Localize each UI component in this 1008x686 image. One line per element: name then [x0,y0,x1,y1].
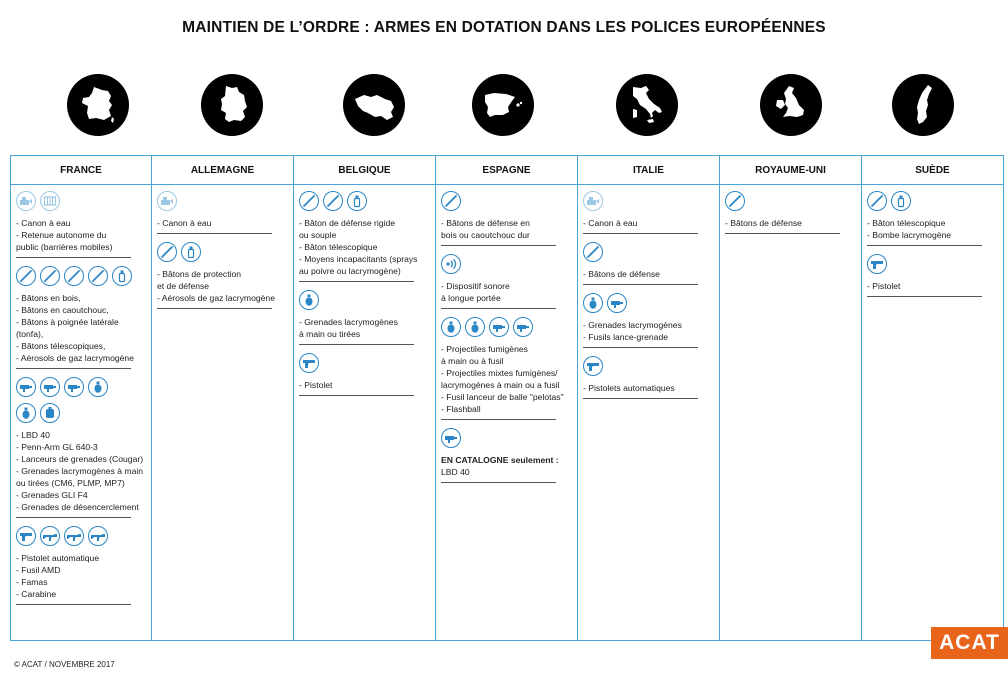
icon-row [157,191,288,211]
divider [299,344,414,345]
list-item: - Projectiles fumigènes [441,344,528,354]
weapon-list [441,217,572,241]
divider [299,281,414,282]
list-item: ou tirées (CM6, PLMP, MP7) [16,478,125,488]
list-item: lacrymogènes à main ou a fusil [441,380,560,390]
divider [16,257,131,258]
list-item: - Bâton de défense rigide [299,218,396,228]
baton-icon [725,191,745,211]
weapon-list [299,316,430,340]
list-item: au poivre ou lacrymogène) [299,266,401,276]
divider [16,368,131,369]
list-item: - Bâton télescopique [299,242,378,252]
list-item: - Moyens incapacitants (sprays [299,254,418,264]
list-item: - Grenades lacrymogènes [583,320,682,330]
rifle-icon [88,526,108,546]
list-item: - Bâtons de défense [583,269,660,279]
list-item: - Bâtons télescopiques, [16,341,106,351]
grenade-icon [299,290,319,310]
column-suede [862,156,1003,640]
list-item: - Famas [16,577,48,587]
list-item: - Bâtons de défense en [441,218,530,228]
list-item: - Dispositif sonore [441,281,510,291]
launcher-icon [40,377,60,397]
pistol-icon [867,254,887,274]
icon-row [583,356,714,376]
comparison-table [10,155,1004,641]
list-item: - Grenades lacrymogènes à main [16,466,144,476]
grenade-icon [40,403,60,423]
weapon-list [441,343,572,415]
list-item: - Flashball [441,404,481,414]
weapon-list [583,217,714,229]
baton-icon [299,191,319,211]
launcher-icon [607,293,627,313]
baton-icon [40,266,60,286]
icon-row [867,191,998,211]
list-item: - Aérosols de gaz lacrymogène [16,353,134,363]
column-royaume-uni [720,156,862,640]
list-item: - Pistolet [867,281,901,291]
icon-row [441,254,572,274]
country-header-espagne: ESPAGNE [436,156,577,185]
baton-icon [583,242,603,262]
rifle-icon [64,526,84,546]
weapon-list [441,454,572,478]
icon-row [441,317,572,337]
country-header-allemagne: ALLEMAGNE [152,156,293,185]
weapon-list [725,217,856,229]
baton-icon [441,191,461,211]
divider [157,308,272,309]
icon-row [16,266,146,286]
country-header-belgique: BELGIQUE [294,156,435,185]
divider [583,233,698,234]
divider [583,284,698,285]
divider [867,245,982,246]
divider [583,347,698,348]
list-item: - Bâtons en bois, [16,293,81,303]
weapon-list [867,280,998,292]
list-item: - Bâtons à poignée latérale [16,317,119,327]
list-item: - Bâton télescopique [867,218,946,228]
list-item: - Aérosols de gaz lacrymogène [157,293,275,303]
water-cannon-icon [583,191,603,211]
rifle-icon [40,526,60,546]
icon-row [583,242,714,262]
country-header-royaume-uni: ROYAUME-UNI [720,156,861,185]
country-header-suede: SUÈDE [862,156,1003,185]
germany-map-icon [201,74,263,136]
copyright-footer: © ACAT / NOVEMBRE 2017 [14,660,115,669]
icon-row [299,191,430,211]
list-item: - LBD 40 [16,430,50,440]
grenade-icon [88,377,108,397]
list-item: - Projectiles mixtes fumigènes/ [441,368,558,378]
icon-row [299,353,430,373]
list-item: - Grenades GLI F4 [16,490,88,500]
divider [867,296,982,297]
list-item: - Grenades lacrymogènes [299,317,398,327]
baton-icon [16,266,36,286]
divider [16,604,131,605]
launcher-icon [513,317,533,337]
list-item: - Bâtons de défense [725,218,802,228]
list-item: - Carabine [16,589,57,599]
france-map-icon [67,74,129,136]
icon-row [441,428,572,448]
list-item: à main ou à fusil [441,356,504,366]
list-item: - Pistolets automatiques [583,383,675,393]
pistol-icon [299,353,319,373]
column-espagne [436,156,578,640]
spain-map-icon [472,74,534,136]
water-cannon-icon [157,191,177,211]
page-title: MAINTIEN DE L’ORDRE : ARMES EN DOTATION DANS LES POLICES EUROPÉENNES [182,19,826,36]
divider [725,233,840,234]
icon-row [16,377,146,397]
divider [441,419,556,420]
grenade-icon [465,317,485,337]
spray-icon [891,191,911,211]
acat-logo: ACAT [931,627,1008,659]
list-item: public (barrières mobiles) [16,242,113,252]
divider [441,308,556,309]
list-item: - Lanceurs de grenades (Cougar) [16,454,144,464]
italy-map-icon [616,74,678,136]
spray-icon [181,242,201,262]
weapon-list [16,552,146,600]
divider [441,245,556,246]
weapon-list [16,217,146,253]
launcher-icon [489,317,509,337]
divider [16,517,131,518]
barrier-icon [40,191,60,211]
list-item: - Fusils lance-grenade [583,332,669,342]
country-maps [10,74,1004,140]
launcher-icon [16,377,36,397]
list-item: - Bâtons en caoutchouc, [16,305,109,315]
weapon-list [299,217,430,277]
icon-row [867,254,998,274]
launcher-icon [64,377,84,397]
divider [583,398,698,399]
spray-icon [347,191,367,211]
icon-row [583,293,714,313]
weapon-list [157,268,288,304]
icon-row [725,191,856,211]
list-item: ou souple [299,230,337,240]
weapon-list [16,292,146,364]
icon-row [583,191,714,211]
divider [441,482,556,483]
list-item: bois ou caoutchouc dur [441,230,530,240]
weapon-list [299,379,430,391]
column-france [11,156,152,640]
list-item: - Bombe lacrymogène [867,230,952,240]
pistol-icon [583,356,603,376]
icon-row [157,242,288,262]
belgium-map-icon [343,74,405,136]
water-cannon-icon [16,191,36,211]
list-item: et de défense [157,281,210,291]
list-item: - Pistolet automatique [16,553,100,563]
grenade-icon [441,317,461,337]
grenade-icon [583,293,603,313]
pistol-icon [16,526,36,546]
list-item: - Bâtons de protection [157,269,242,279]
baton-icon [88,266,108,286]
weapon-list [583,319,714,343]
baton-icon [64,266,84,286]
list-item: LBD 40 [441,467,470,477]
spray-icon [112,266,132,286]
column-italie [578,156,720,640]
weapon-list [16,429,146,513]
icon-row [441,191,572,211]
icon-row [16,526,146,546]
list-item: - Retenue autonome du [16,230,107,240]
divider [157,233,272,234]
weapon-list [867,217,998,241]
country-header-france: FRANCE [11,156,151,185]
list-item: - Pistolet [299,380,333,390]
icon-row [299,290,430,310]
sound-device-icon [441,254,461,274]
divider [299,395,414,396]
weapon-list [157,217,288,229]
weapon-list [583,382,714,394]
icon-row [16,403,146,423]
column-belgique [294,156,436,640]
grenade-icon [16,403,36,423]
weapon-list [441,280,572,304]
list-item: - Penn-Arm GL 640-3 [16,442,98,452]
list-item: - Canon à eau [16,218,71,228]
uk-map-icon [760,74,822,136]
icon-row [16,191,146,211]
baton-icon [867,191,887,211]
weapon-list [583,268,714,280]
list-item: (tonfa), [16,329,44,339]
column-allemagne [152,156,294,640]
baton-icon [323,191,343,211]
list-item: - Grenades de désencerclement [16,502,139,512]
list-item: - Canon à eau [157,218,212,228]
list-item: - Fusil lanceur de balle "pelotas" [441,392,564,402]
sweden-map-icon [892,74,954,136]
catalonia-note: EN CATALOGNE seulement : [441,455,559,465]
launcher-icon [441,428,461,448]
list-item: - Fusil AMD [16,565,61,575]
country-header-italie: ITALIE [578,156,719,185]
list-item: - Canon à eau [583,218,638,228]
list-item: à main ou tirées [299,329,361,339]
baton-icon [157,242,177,262]
list-item: à longue portée [441,293,501,303]
